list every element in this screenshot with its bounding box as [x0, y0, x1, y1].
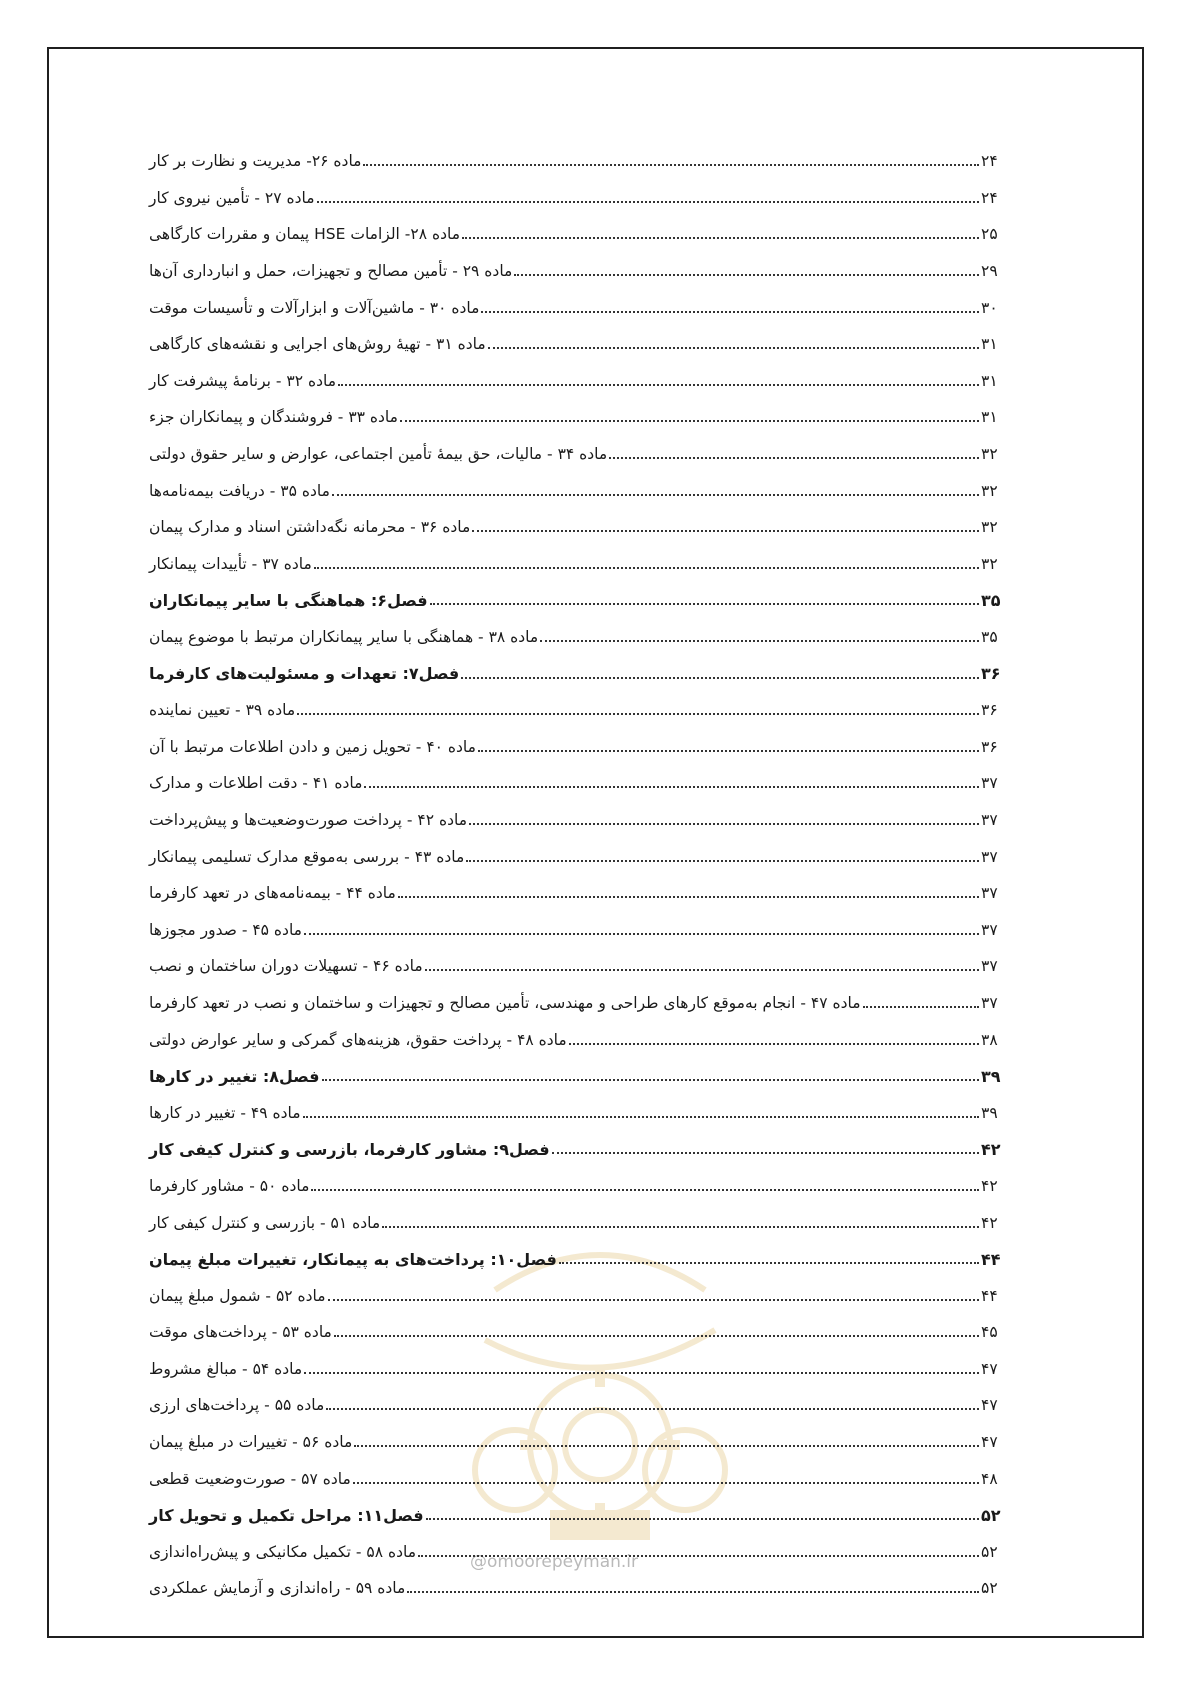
- dot-leader: [863, 1006, 979, 1008]
- toc-article-row[interactable]: [145, 253, 1007, 290]
- toc-page-number: ۳۲: [981, 445, 998, 464]
- toc-page-number: ۳۹: [981, 1103, 998, 1122]
- toc-article-row[interactable]: [145, 838, 1007, 875]
- toc-article-row[interactable]: [145, 1094, 1007, 1131]
- dot-leader: [317, 201, 979, 203]
- dot-leader: [481, 311, 979, 313]
- toc-entry-label: ماده ۴۴ - بیمه‌نامه‌های در تعهد کارفرما: [149, 884, 396, 903]
- toc-page-number: ۳۷: [981, 810, 998, 829]
- toc-article-row[interactable]: [145, 1570, 1007, 1607]
- toc-entry-label: ماده ۵۷ - صورت‌وضعیت قطعی: [149, 1469, 351, 1488]
- toc-entry-label: ماده ۲۶- مدیریت و نظارت بر کار: [149, 152, 362, 171]
- toc-entry-label: ماده ۵۳ - پرداخت‌های موقت: [149, 1323, 332, 1342]
- dot-leader: [461, 677, 979, 679]
- dot-leader: [418, 1555, 979, 1557]
- toc-entry-label: ماده ۵۰ - مشاور کارفرما: [149, 1176, 310, 1195]
- toc-entry-label: ماده ۵۶ - تغییرات در مبلغ پیمان: [149, 1433, 353, 1452]
- toc-page-number: ۴۲: [981, 1176, 998, 1195]
- dot-leader: [363, 164, 979, 166]
- dot-leader: [354, 1445, 979, 1447]
- dot-leader: [382, 1226, 979, 1228]
- toc-entry-label: ماده ۴۰ - تحویل زمین و دادن اطلاعات مرتبط با آن: [149, 737, 476, 756]
- toc-article-row[interactable]: [145, 1168, 1007, 1205]
- toc-entry-label: ماده ۴۱ - دقت اطلاعات و مدارک: [149, 774, 363, 793]
- toc-article-row[interactable]: [145, 1204, 1007, 1241]
- toc-page-number: ۳۷: [981, 993, 998, 1012]
- toc-page-number: ۳۱: [981, 408, 998, 427]
- toc-page-number: ۳۱: [981, 371, 998, 390]
- toc-chapter-row[interactable]: [145, 1497, 1007, 1534]
- toc-article-row[interactable]: [145, 363, 1007, 400]
- watermark-site-text: @omoorepeyman.ir: [470, 1552, 639, 1572]
- dot-leader: [311, 1189, 979, 1191]
- toc-page-number: ۴۴: [981, 1249, 1001, 1269]
- toc-entry-label: فصل۶: هماهنگی با سایر پیمانکاران: [149, 590, 428, 610]
- toc-page-number: ۳۲: [981, 554, 998, 573]
- toc-entry-label: فصل۷: تعهدات و مسئولیت‌های کارفرما: [149, 664, 460, 684]
- toc-entry-label: ماده ۲۷ - تأمین نیروی کار: [149, 188, 315, 207]
- dot-leader: [478, 750, 979, 752]
- dot-leader: [466, 860, 979, 862]
- toc-entry-label: ماده ۳۷ - تأییدات پیمانکار: [149, 554, 312, 573]
- toc-entry-label: ماده ۳۵ - دریافت بیمه‌نامه‌ها: [149, 481, 330, 500]
- toc-article-row[interactable]: [145, 1277, 1007, 1314]
- toc-page-number: ۳۲: [981, 481, 998, 500]
- dot-leader: [552, 1152, 979, 1154]
- toc-page-number: ۵۲: [981, 1542, 998, 1561]
- dot-leader: [328, 1299, 979, 1301]
- dot-leader: [364, 786, 979, 788]
- toc-entry-label: ماده ۴۸ - پرداخت حقوق، هزینه‌های گمرکی و سایر عوارض دولتی: [149, 1030, 567, 1049]
- dot-leader: [559, 1262, 979, 1264]
- toc-entry-label: ماده ۳۰ - ماشین‌آلات و ابزارآلات و تأسیسات موقت: [149, 298, 480, 317]
- toc-entry-label: ماده ۳۹ - تعیین نماینده: [149, 701, 296, 720]
- toc-page-number: ۳۷: [981, 847, 998, 866]
- toc-entry-label: ماده ۴۹ - تغییر در کارها: [149, 1103, 301, 1122]
- toc-page-number: ۳۷: [981, 774, 998, 793]
- toc-entry-label: ماده ۵۹ - راه‌اندازی و آزمایش عملکردی: [149, 1579, 406, 1598]
- toc-page-number: ۲۵: [981, 225, 998, 244]
- toc-page-number: ۳۷: [981, 920, 998, 939]
- toc-article-row[interactable]: [145, 289, 1007, 326]
- dot-leader: [322, 1079, 979, 1081]
- toc-page-number: ۳۰: [981, 298, 998, 317]
- toc-entry-label: ماده ۳۴ - مالیات، حق بیمهٔ تأمین اجتماعی، عوارض و سایر حقوق دولتی: [149, 445, 608, 464]
- toc-article-row[interactable]: [145, 1387, 1007, 1424]
- toc-article-row[interactable]: [145, 546, 1007, 583]
- toc-article-row[interactable]: [145, 729, 1007, 766]
- toc-entry-label: ماده ۳۶ - محرمانه نگه‌داشتن اسناد و مدارک پیمان: [149, 518, 471, 537]
- toc-article-row[interactable]: [145, 180, 1007, 217]
- dot-leader: [407, 1591, 979, 1593]
- toc-article-row[interactable]: [145, 1021, 1007, 1058]
- toc-page-number: ۴۲: [981, 1213, 998, 1232]
- dot-leader: [609, 457, 979, 459]
- toc-article-row[interactable]: [145, 1424, 1007, 1461]
- dot-leader: [334, 1335, 979, 1337]
- dot-leader: [462, 237, 979, 239]
- toc-article-row[interactable]: [145, 1314, 1007, 1351]
- toc-page-number: ۳۲: [981, 518, 998, 537]
- toc-article-row[interactable]: [145, 1460, 1007, 1497]
- dot-leader: [332, 494, 979, 496]
- toc-page-number: ۴۷: [981, 1359, 998, 1378]
- dot-leader: [314, 567, 979, 569]
- toc-entry-label: فصل۸: تغییر در کارها: [149, 1066, 320, 1086]
- toc-entry-label: ماده ۵۴ - مبالغ مشروط: [149, 1359, 303, 1378]
- toc-entry-label: ماده ۳۳ - فروشندگان و پیمانکاران جزء: [149, 408, 398, 427]
- toc-article-row[interactable]: [145, 802, 1007, 839]
- toc-entry-label: ماده ۲۹ - تأمین مصالح و تجهیزات، حمل و انبارداری آن‌ها: [149, 262, 513, 281]
- dot-leader: [425, 969, 979, 971]
- dot-leader: [304, 933, 979, 935]
- toc-article-row[interactable]: [145, 143, 1007, 180]
- toc-entry-label: ماده ۳۸ - هماهنگی با سایر پیمانکاران مرتبط با موضوع پیمان: [149, 628, 539, 647]
- toc-article-row[interactable]: [145, 985, 1007, 1022]
- toc-article-row[interactable]: [145, 911, 1007, 948]
- dot-leader: [303, 1116, 979, 1118]
- toc-chapter-row[interactable]: [145, 1241, 1007, 1278]
- toc-page-number: ۲۴: [981, 188, 998, 207]
- dot-leader: [569, 1043, 979, 1045]
- toc-entry-label: فصل۱۰: پرداخت‌های به پیمانکار، تغییرات مبلغ پیمان: [149, 1249, 557, 1269]
- toc-article-row[interactable]: [145, 765, 1007, 802]
- toc-article-row[interactable]: [145, 509, 1007, 546]
- toc-page-number: ۳۵: [981, 628, 998, 647]
- toc-entry-label: ماده ۴۲ - پرداخت صورت‌وضعیت‌ها و پیش‌پرداخت: [149, 810, 468, 829]
- table-of-contents: [145, 143, 1007, 1607]
- toc-page-number: ۳۶: [981, 664, 1001, 684]
- toc-page-number: ۳۷: [981, 957, 998, 976]
- toc-entry-label: فصل۹: مشاور کارفرما، بازرسی و کنترل کیفی کار: [149, 1139, 550, 1159]
- toc-entry-label: ماده ۴۷ - انجام به‌موقع کارهای طراحی و مهندسی، تأمین مصالح و تجهیزات و ساختمان و نصب در تعهد کارفرما: [149, 993, 861, 1012]
- toc-page-number: ۳۶: [981, 737, 998, 756]
- toc-chapter-row[interactable]: [145, 1058, 1007, 1095]
- dot-leader: [426, 1518, 979, 1520]
- dot-leader: [398, 896, 979, 898]
- dot-leader: [430, 603, 979, 605]
- toc-page-number: ۲۴: [981, 152, 998, 171]
- toc-entry-label: ماده ۵۵ - پرداخت‌های ارزی: [149, 1396, 325, 1415]
- toc-page-number: ۴۸: [981, 1469, 998, 1488]
- toc-entry-label: ماده ۵۱ - بازرسی و کنترل کیفی کار: [149, 1213, 381, 1232]
- toc-chapter-row[interactable]: [145, 655, 1007, 692]
- dot-leader: [514, 274, 979, 276]
- toc-page-number: ۵۲: [981, 1579, 998, 1598]
- toc-entry-label: ماده ۴۳ - بررسی به‌موقع مدارک تسلیمی پیمانکار: [149, 847, 465, 866]
- toc-page-number: ۳۶: [981, 701, 998, 720]
- toc-entry-label: ماده ۴۵ - صدور مجوزها: [149, 920, 302, 939]
- toc-article-row[interactable]: [145, 1351, 1007, 1388]
- toc-page-number: ۴۴: [981, 1286, 998, 1305]
- toc-page-number: ۵۲: [981, 1505, 1001, 1525]
- dot-leader: [326, 1408, 979, 1410]
- dot-leader: [488, 347, 979, 349]
- dot-leader: [472, 530, 979, 532]
- toc-page-number: ۳۸: [981, 1030, 998, 1049]
- toc-entry-label: ماده ۳۱ - تهیهٔ روش‌های اجرایی و نقشه‌های کارگاهی: [149, 335, 486, 354]
- toc-entry-label: فصل۱۱: مراحل تکمیل و تحویل کار: [149, 1505, 424, 1525]
- toc-page-number: ۲۹: [981, 262, 998, 281]
- toc-page-number: ۴۵: [981, 1323, 998, 1342]
- toc-article-row[interactable]: [145, 216, 1007, 253]
- toc-entry-label: ماده ۲۸- الزامات HSE پیمان و مقررات کارگاهی: [149, 225, 461, 244]
- dot-leader: [353, 1482, 979, 1484]
- toc-page-number: ۴۷: [981, 1433, 998, 1452]
- toc-article-row[interactable]: [145, 948, 1007, 985]
- toc-entry-label: ماده ۴۶ - تسهیلات دوران ساختمان و نصب: [149, 957, 423, 976]
- dot-leader: [338, 384, 979, 386]
- dot-leader: [540, 640, 979, 642]
- dot-leader: [297, 713, 979, 715]
- toc-entry-label: ماده ۵۸ - تکمیل مکانیکی و پیش‌راه‌اندازی: [149, 1542, 417, 1561]
- dot-leader: [469, 823, 979, 825]
- toc-article-row[interactable]: [145, 1534, 1007, 1571]
- toc-article-row[interactable]: [145, 692, 1007, 729]
- toc-article-row[interactable]: [145, 619, 1007, 656]
- toc-entry-label: ماده ۵۲ - شمول مبلغ پیمان: [149, 1286, 326, 1305]
- toc-article-row[interactable]: [145, 875, 1007, 912]
- toc-page-number: ۳۷: [981, 884, 998, 903]
- toc-entry-label: ماده ۳۲ - برنامهٔ پیشرفت کار: [149, 371, 337, 390]
- toc-page-number: ۴۷: [981, 1396, 998, 1415]
- dot-leader: [304, 1372, 979, 1374]
- toc-article-row[interactable]: [145, 326, 1007, 363]
- toc-page-number: ۴۲: [981, 1139, 1001, 1159]
- toc-article-row[interactable]: [145, 399, 1007, 436]
- toc-article-row[interactable]: [145, 472, 1007, 509]
- toc-page-number: ۳۱: [981, 335, 998, 354]
- toc-chapter-row[interactable]: [145, 582, 1007, 619]
- toc-chapter-row[interactable]: [145, 1131, 1007, 1168]
- dot-leader: [400, 420, 979, 422]
- toc-page-number: ۳۹: [981, 1066, 1001, 1086]
- toc-article-row[interactable]: [145, 436, 1007, 473]
- toc-page-number: ۳۵: [981, 590, 1001, 610]
